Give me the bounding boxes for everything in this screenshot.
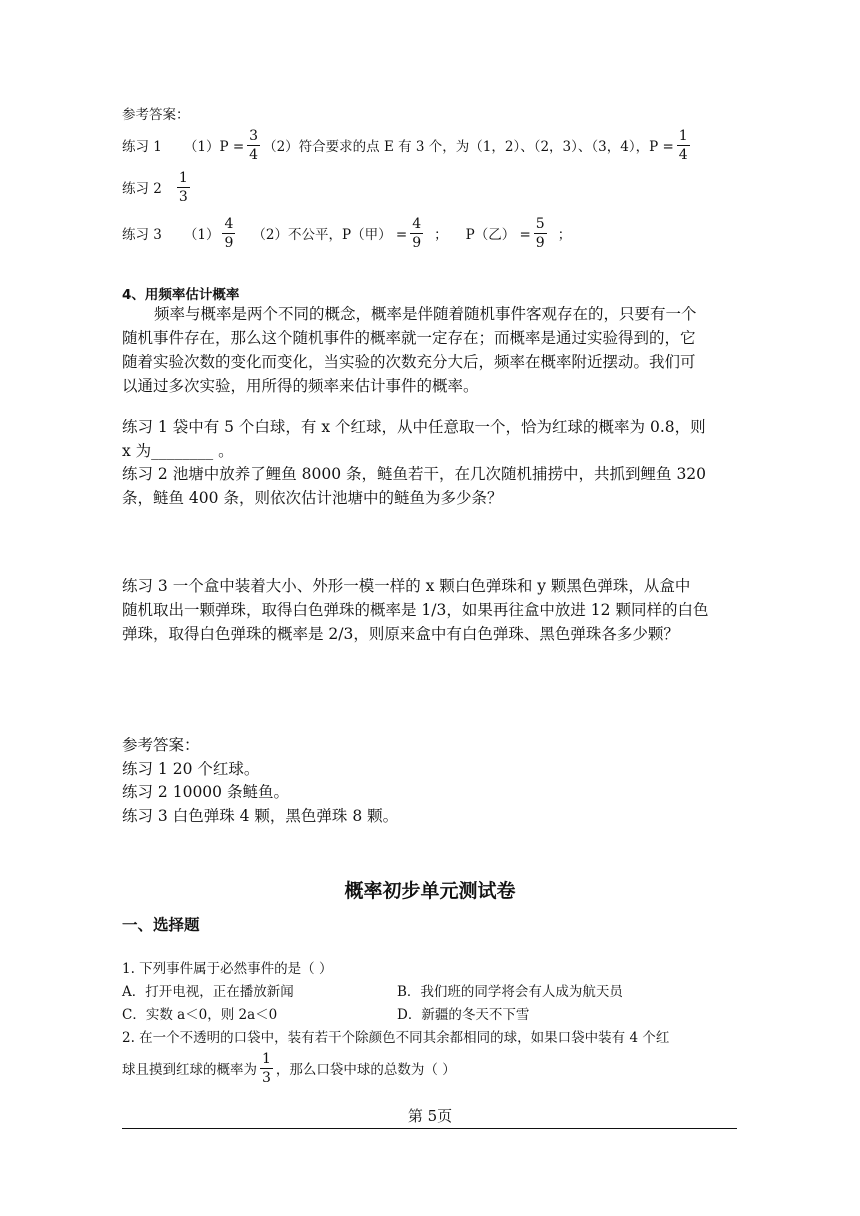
answer-ex2-label: 练习 2 bbox=[122, 181, 162, 197]
paragraph-line: 随着实验次数的变化而变化，当实验的次数充分大后，频率在概率附近摆动。我们可 bbox=[122, 353, 696, 371]
fraction: $\frac{4}{9}$ bbox=[224, 215, 234, 251]
fraction: $\frac{3}{4}$ bbox=[249, 127, 259, 163]
paragraph-line: 随机事件存在，那么这个随机事件的概率就一定存在；而概率是通过实验得到的，它 bbox=[122, 329, 696, 347]
question-1-option-c: C．实数 a＜0，则 2a＜0 bbox=[122, 1007, 278, 1023]
paragraph-line: 以通过多次实验，用所得的频率来估计事件的概率。 bbox=[122, 377, 479, 395]
question-1-option-d: D．新疆的冬天不下雪 bbox=[397, 1007, 530, 1023]
question-2-line: 2. 在一个不透明的口袋中，装有若干个除颜色不同其余都相同的球，如果口袋中装有 4 个红 bbox=[122, 1030, 670, 1046]
answer-ex3-label: 练习 3 bbox=[122, 227, 162, 243]
paragraph-line: 频率与概率是两个不同的概念，概率是伴随着随机事件客观存在的，只要有一个 bbox=[154, 305, 697, 323]
fraction: $\frac{1}{3}$ bbox=[178, 169, 188, 205]
answers-header: 参考答案： bbox=[122, 107, 190, 123]
question-2-line bbox=[122, 1046, 456, 1090]
fraction: $\frac{1}{3}$ bbox=[262, 1050, 271, 1086]
answer-ex3-part2: （2）不公平，P（甲） = bbox=[252, 227, 408, 243]
question-2-text: ，那么口袋中球的总数为（ ） bbox=[275, 1062, 456, 1078]
fraction: $\frac{1}{4}$ bbox=[678, 127, 688, 163]
section-heading: 4、用频率估计概率 bbox=[122, 287, 240, 303]
answer-ex3 bbox=[122, 212, 571, 254]
page-number: 第 5页 bbox=[407, 1107, 453, 1125]
question-1-option-a: A．打开电视，正在播放新闻 bbox=[122, 984, 294, 1000]
question-2-text: 球且摸到红球的概率为 bbox=[122, 1062, 257, 1078]
answer-ex1-part1: （1）P = bbox=[183, 139, 245, 155]
section-heading: 一、选择题 bbox=[122, 916, 200, 934]
exercise-3-line: 随机取出一颗弹珠，取得白色弹珠的概率是 1/3，如果再往盒中放进 12 颗同样的白色 bbox=[122, 601, 709, 619]
answer-line: 练习 2 10000 条鲢鱼。 bbox=[122, 783, 289, 801]
footer-divider bbox=[122, 1128, 737, 1129]
answer-ex1-label: 练习 1 bbox=[122, 139, 162, 155]
test-title: 概率初步单元测试卷 bbox=[344, 880, 516, 902]
exercise-3-line: 弹珠，取得白色弹珠的概率是 2/3，则原来盒中有白色弹珠、黑色弹珠各多少颗？ bbox=[122, 625, 679, 643]
answer-ex3-part1: （1） bbox=[183, 227, 220, 243]
fraction: $\frac{5}{9}$ bbox=[535, 215, 545, 251]
answer-ex2 bbox=[122, 166, 193, 208]
answer-ex1-part2: （2）符合要求的点 E 有 3 个，为（1，2）、（2，3）、（3，4），P = bbox=[263, 139, 674, 155]
exercise-1-line: x 为________ 。 bbox=[122, 442, 234, 460]
exercise-2-line: 条，鲢鱼 400 条，则依次估计池塘中的鲢鱼为多少条？ bbox=[122, 489, 503, 507]
answer-line: 练习 1 20 个红球。 bbox=[122, 760, 260, 778]
answer-ex1 bbox=[122, 124, 693, 166]
fraction: $\frac{4}{9}$ bbox=[412, 215, 422, 251]
answer-ex3-end: ； bbox=[557, 227, 572, 243]
exercise-3-line: 练习 3 一个盒中装着大小、外形一模一样的 x 颗白色弹珠和 y 颗黑色弹珠，从盒中 bbox=[122, 577, 691, 595]
question-1-option-b: B．我们班的同学将会有人成为航天员 bbox=[397, 984, 623, 1000]
answer-ex3-sep: ； bbox=[434, 227, 448, 243]
exercise-1-line: 练习 1 袋中有 5 个白球，有 x 个红球，从中任意取一个，恰为红球的概率为 0.8，则 bbox=[122, 418, 706, 436]
answer-line: 练习 3 白色弹珠 4 颗，黑色弹珠 8 颗。 bbox=[122, 807, 399, 825]
question-1-stem: 1. 下列事件属于必然事件的是（ ） bbox=[122, 961, 333, 977]
answers-header: 参考答案： bbox=[122, 736, 200, 754]
answer-ex3-part3: P（乙） = bbox=[465, 227, 531, 243]
exercise-2-line: 练习 2 池塘中放养了鲤鱼 8000 条，鲢鱼若干，在几次随机捕捞中，共抓到鲤鱼 320 bbox=[122, 465, 707, 483]
